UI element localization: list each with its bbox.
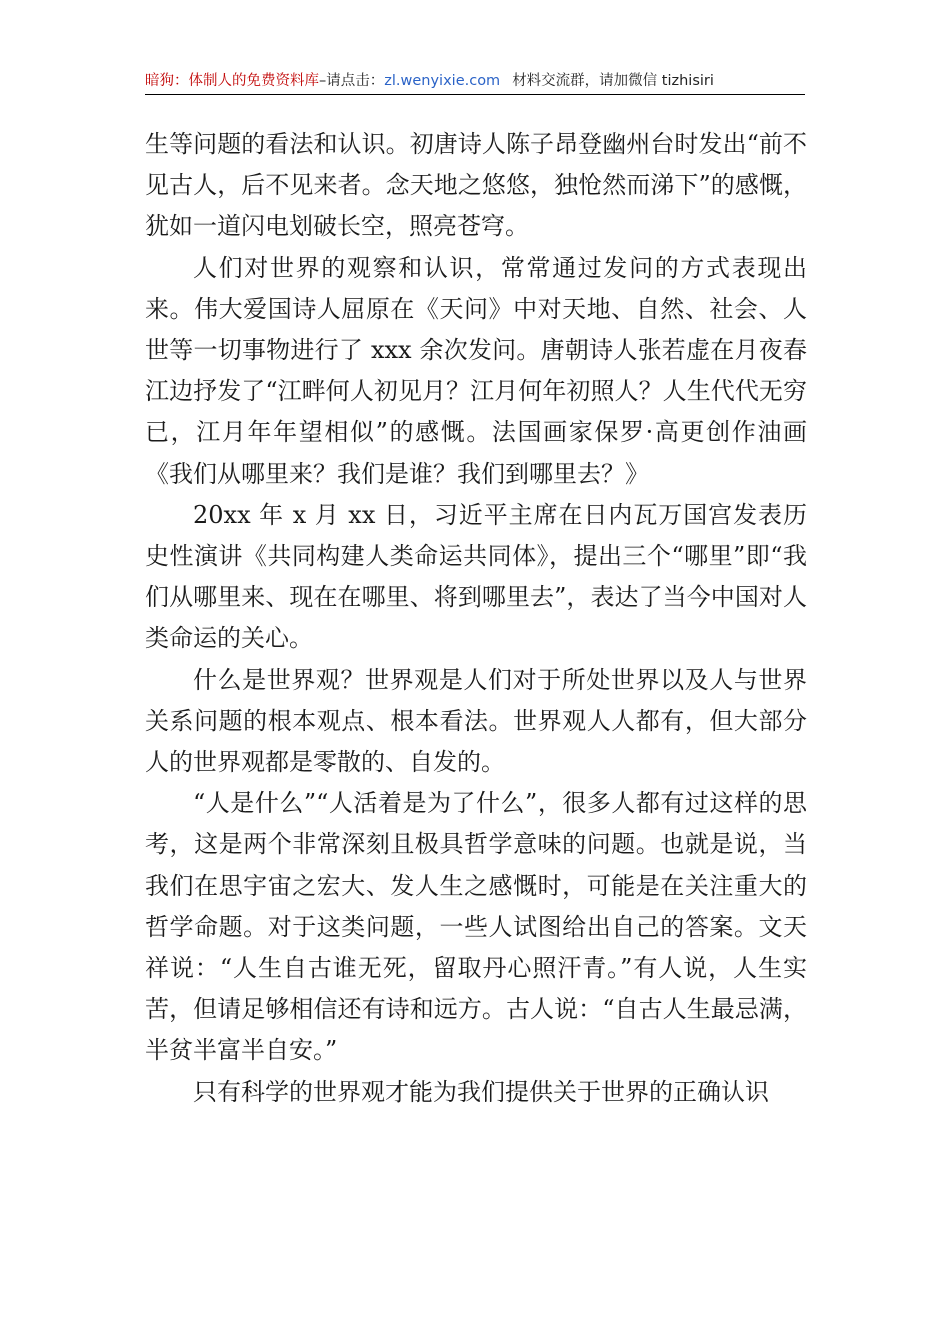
paragraph: 20xx 年 x 月 xx 日，习近平主席在日内瓦万国宫发表历史性演讲《共同构建人类命运共同体》，提出三个“哪里”即“我们从哪里来、现在在哪里、将到哪里去”，表达了当今中国对人类命运的关心。: [145, 500, 807, 653]
paragraph: 只有科学的世界观才能为我们提供关于世界的正确认识: [193, 1077, 769, 1106]
header-brand: 暗狗：体制人的免费资料库: [145, 73, 319, 89]
paragraph: 什么是世界观？世界观是人们对于所处世界以及人与世界关系问题的根本观点、根本看法。世界观人人都有，但大部分人的世界观都是零散的、自发的。: [145, 665, 807, 777]
page-header: [145, 70, 805, 95]
paragraph-continuation: 生等问题的看法和认识。初唐诗人陈子昂登幽州台时发出“前不见古人，后不见来者。念天地之悠悠，独怆然而涕下”的感慨，犹如一道闪电划破长空，照亮苍穹。: [145, 130, 807, 241]
header-click-prompt: –请点击：: [319, 73, 385, 89]
paragraph: 人们对世界的观察和认识，常常通过发问的方式表现出来。伟大爱国诗人屈原在《天问》中对天地、自然、社会、人世等一切事物进行了 xxx 余次发问。唐朝诗人张若虚在月夜春江边抒发了“江畔何人初见月？江月何年初照人？人生代代无穷已，江月年年望相似”的感慨。法国画家保罗·高更创作油画《我们从哪里来？我们是谁？我们到哪里去？》: [145, 253, 807, 488]
document-body: [145, 124, 807, 1113]
header-url-link[interactable]: zl.wenyixie.com: [384, 73, 501, 89]
paragraph: “人是什么”“人活着是为了什么”，很多人都有过这样的思考，这是两个非常深刻且极具哲学意味的问题。也就是说，当我们在思宇宙之宏大、发人生之感慨时，可能是在关注重大的哲学命题。对于这类问题，一些人试图给出自己的答案。文天祥说：“人生自古谁无死，留取丹心照汗青。”有人说，人生实苦，但请足够相信还有诗和远方。古人说：“自古人生最忌满，半贫半富半自安。”: [145, 789, 807, 1065]
header-group-note: 材料交流群，请加微信 tizhisiri: [512, 73, 714, 89]
